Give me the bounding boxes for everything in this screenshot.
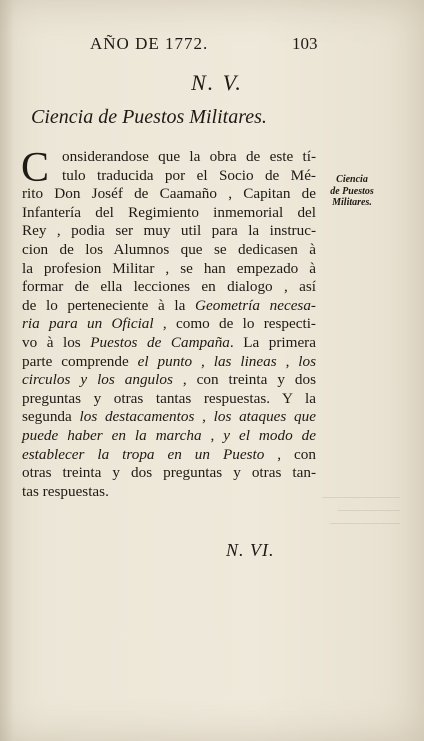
margin-note bbox=[322, 174, 382, 209]
body-text bbox=[21, 145, 317, 501]
page-number: 103 bbox=[292, 34, 318, 53]
text-line: tas respuestas. bbox=[22, 482, 109, 500]
text-line: cion de los Alumnos que se dedicasen à bbox=[22, 240, 316, 258]
margin-note-line: de Puestos bbox=[330, 185, 374, 197]
text-line: Infantería del Regimiento inmemorial del bbox=[22, 203, 316, 221]
text-line: formar de ella lecciones en dialogo , así bbox=[22, 278, 316, 296]
drop-cap: C bbox=[21, 145, 50, 191]
text-line: parte comprende el punto , las lineas , los bbox=[22, 352, 317, 370]
text-line: preguntas y otras tantas respuestas. Y la bbox=[22, 389, 316, 407]
text-line: puede haber en la marcha , y el modo de bbox=[22, 426, 316, 444]
catchword: N. VI. bbox=[226, 540, 275, 560]
text-line: Rey , podia ser muy util para la instruc- bbox=[22, 222, 316, 240]
text-line: segunda los destacamentos , los ataques que bbox=[22, 408, 316, 426]
text-line: circulos y los angulos , con treinta y dos bbox=[22, 371, 316, 389]
running-head: AÑO DE 1772. bbox=[90, 34, 209, 53]
text-line: rito Don Joséf de Caamaño , Capitan de bbox=[22, 185, 316, 203]
text-line: onsiderandose que la obra de este tí- bbox=[62, 148, 316, 165]
text-line: otras treinta y dos preguntas y otras tan- bbox=[22, 464, 316, 482]
margin-note-line: Militares. bbox=[332, 197, 372, 208]
section-number: N. V. bbox=[191, 70, 243, 95]
text-line: ria para un Oficial , como de lo respecti- bbox=[22, 315, 316, 333]
text-line: establecer la tropa en un Puesto , con bbox=[22, 445, 316, 463]
text-line: de lo perteneciente à la Geometría necesa- bbox=[22, 296, 316, 314]
text-line: tulo traducida por el Socio de Mé- bbox=[62, 166, 316, 184]
page-header bbox=[0, 34, 424, 58]
show-through-texture: ────────── ──────── ───────── bbox=[322, 492, 400, 530]
text-line: vo à los Puestos de Campaña. La primera bbox=[22, 333, 316, 351]
section-title: Ciencia de Puestos Militares. bbox=[31, 106, 267, 128]
margin-note-line: Ciencia bbox=[336, 174, 368, 185]
text-line: la profesion Militar , se han empezado à bbox=[22, 259, 316, 277]
